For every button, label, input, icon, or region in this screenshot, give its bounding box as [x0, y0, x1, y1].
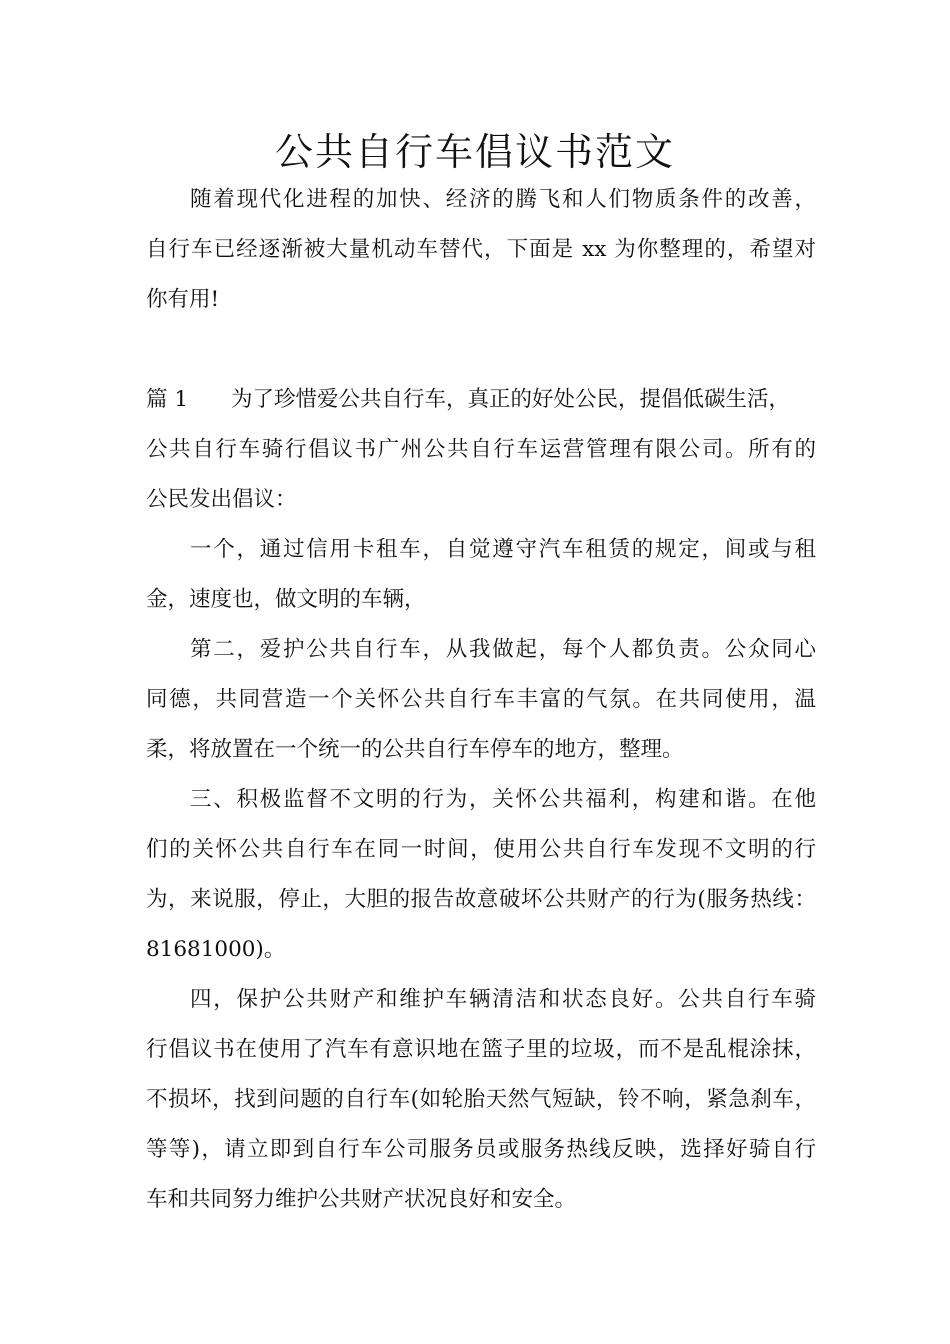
- piece1-first-line: [146, 375, 816, 425]
- item2-line-3: 柔，将放置在一个统一的公共自行车停车的地方，整理。: [146, 737, 684, 762]
- item1-line-1: 一个，通过信用卡租车，自觉遵守汽车租赁的规定，间或与租: [190, 537, 816, 562]
- piece-label: 篇 1: [146, 387, 189, 412]
- intro-line-3: 你有用!: [146, 287, 220, 312]
- document-title: 公共自行车倡议书范文: [274, 130, 675, 174]
- item3-line-4: 81681000)。: [146, 937, 286, 962]
- piece1-line-3: 公民发出倡议：: [146, 487, 297, 512]
- item2-line-1: 第二，爱护公共自行车，从我做起，每个人都负责。公众同心: [190, 637, 816, 662]
- intro-line-1: 随着现代化进程的加快、经济的腾飞和人们物质条件的改善，: [190, 187, 816, 212]
- item4-line-4: 等等)，请立即到自行车公司服务员或服务热线反映，选择好骑自行: [146, 1137, 816, 1162]
- item3-line-3: 为，来说服，停止，大胆的报告故意破坏公共财产的行为(服务热线：: [146, 887, 816, 912]
- item1-line-2: 金，速度也，做文明的车辆，: [146, 587, 426, 612]
- item4-line-2: 行倡议书在使用了汽车有意识地在篮子里的垃圾，而不是乱棍涂抹，: [146, 1037, 816, 1062]
- item2-line-2: 同德，共同营造一个关怀公共自行车丰富的气氛。在共同使用，温: [146, 687, 816, 712]
- piece1-line-1: 为了珍惜爱公共自行车，真正的好处公民，提倡低碳生活，: [231, 387, 791, 412]
- piece1-line-2: 公共自行车骑行倡议书广州公共自行车运营管理有限公司。所有的: [146, 437, 816, 462]
- intro-line-2: 自行车已经逐渐被大量机动车替代，下面是 xx 为你整理的，希望对: [146, 237, 816, 262]
- item3-line-2: 们的关怀公共自行车在同一时间，使用公共自行车发现不文明的行: [146, 837, 816, 862]
- item4-line-1: 四，保护公共财产和维护车辆清洁和状态良好。公共自行车骑: [190, 987, 816, 1012]
- item4-line-3: 不损坏，找到问题的自行车(如轮胎天然气短缺，铃不响，紧急刹车，: [146, 1087, 816, 1112]
- item4-line-5: 车和共同努力维护公共财产状况良好和安全。: [146, 1187, 577, 1212]
- item3-line-1: 三、积极监督不文明的行为，关怀公共福利，构建和谐。在他: [190, 787, 816, 812]
